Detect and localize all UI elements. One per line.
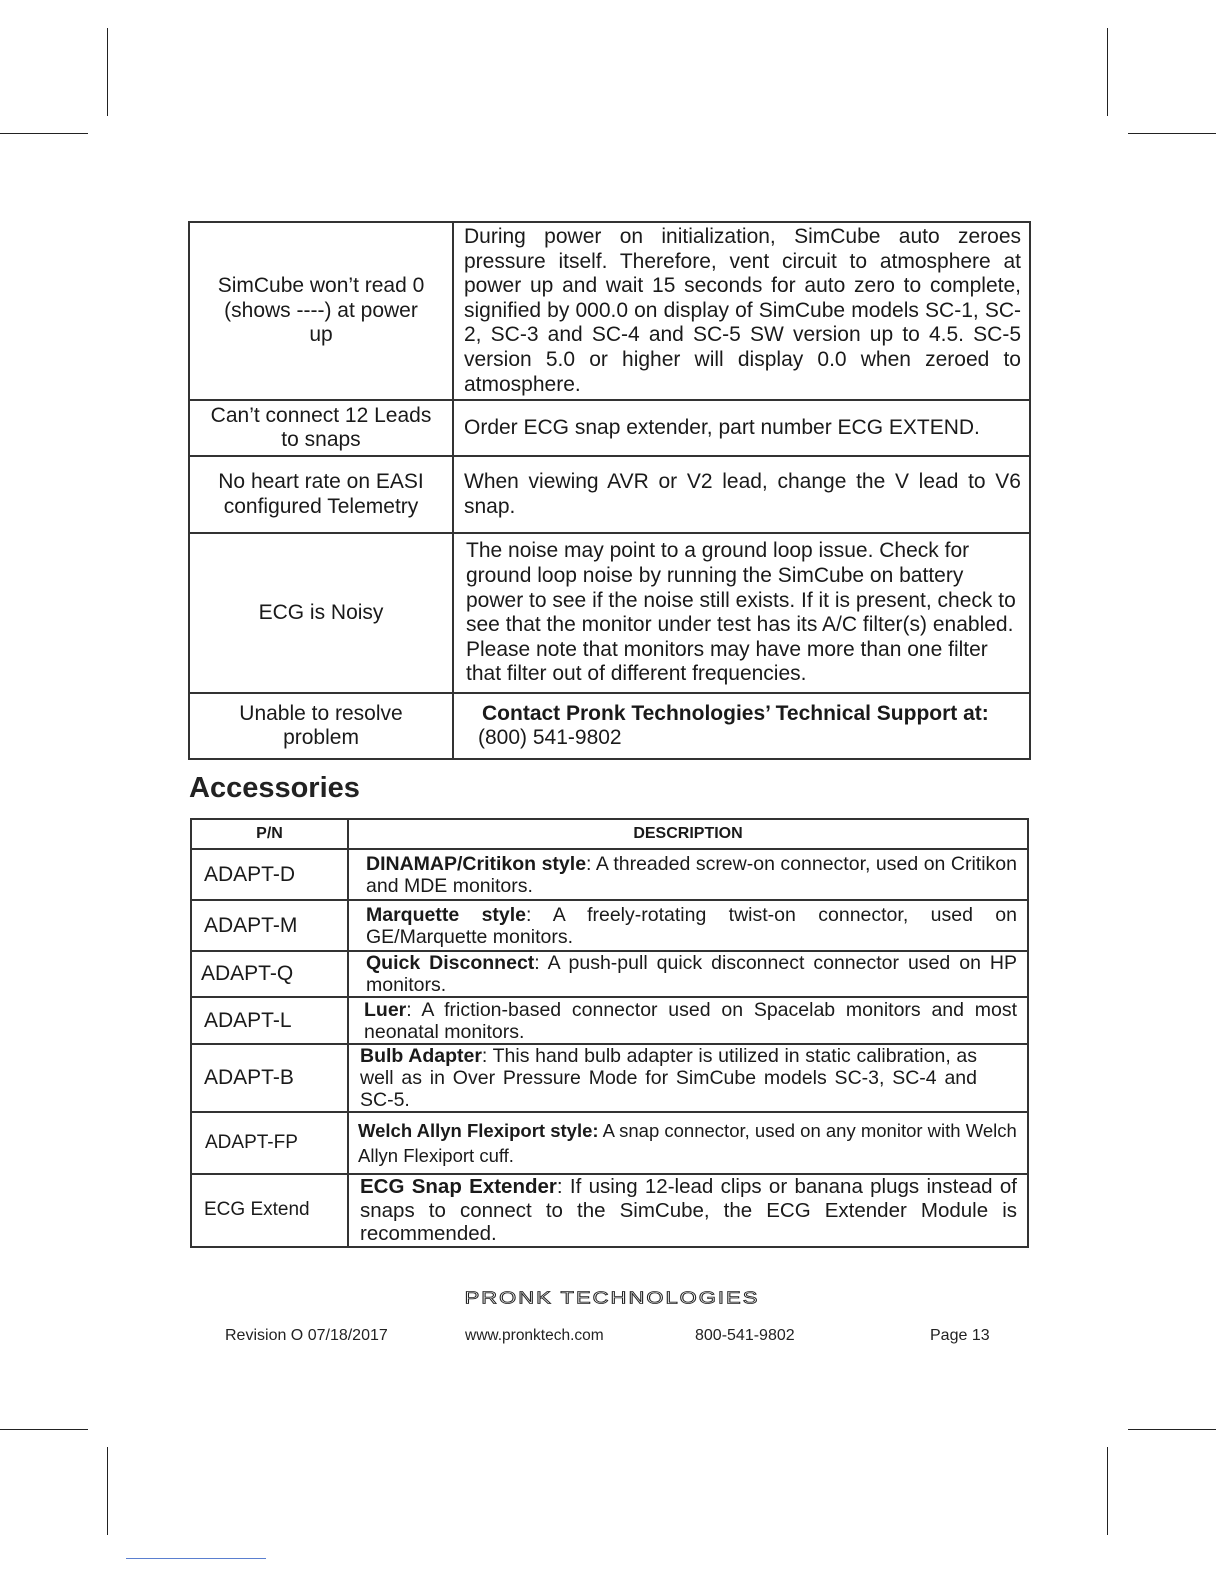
- table-row: [191, 1174, 1028, 1247]
- solution-cell: Order ECG snap extender, part number ECG EXTEND.: [453, 400, 1030, 456]
- column-header-description: DESCRIPTION: [348, 819, 1028, 849]
- part-detail: A snap connector, used on any monitor with Welch Allyn Flexiport cuff.: [358, 1120, 1017, 1166]
- divider: [126, 1558, 266, 1559]
- part-name: ECG Snap Extender: [360, 1175, 557, 1198]
- part-number: ADAPT-FP: [191, 1112, 348, 1174]
- part-description: [348, 849, 1028, 900]
- crop-mark: [0, 133, 88, 134]
- table-row: [191, 951, 1028, 997]
- troubleshooting-table: [188, 221, 1031, 760]
- website-link[interactable]: www.pronktech.com: [465, 1327, 604, 1344]
- table-header-row: [191, 819, 1028, 849]
- support-contact-label: Contact Pronk Technologies’ Technical Support at:: [482, 701, 989, 725]
- part-detail: : A threaded screw-on connector, used on Critikon and MDE monitors.: [366, 852, 1017, 897]
- part-detail: : This hand bulb adapter is utilized in static calibration, as well as in Over Pressure Mode for SimCube models SC-3, SC-4 and SC-5.: [360, 1045, 977, 1111]
- solution-cell: [453, 693, 1030, 759]
- part-description: [348, 1174, 1028, 1247]
- crop-mark: [107, 28, 108, 116]
- table-row: [189, 533, 1030, 693]
- table-row: [189, 400, 1030, 456]
- crop-mark: [1128, 133, 1216, 134]
- part-name: Bulb Adapter: [360, 1045, 482, 1067]
- symptom-cell: ECG is Noisy: [189, 533, 453, 693]
- symptom-cell: No heart rate on EASI configured Telemetry: [189, 456, 453, 533]
- table-row: [191, 1044, 1028, 1112]
- solution-cell: When viewing AVR or V2 lead, change the V lead to V6 snap.: [453, 456, 1030, 533]
- table-row: [191, 1112, 1028, 1174]
- crop-mark: [1107, 1447, 1108, 1535]
- part-detail: : A push-pull quick disconnect connector used on HP monitors.: [366, 952, 1017, 996]
- accessories-heading: Accessories: [189, 772, 360, 804]
- table-row: [191, 997, 1028, 1044]
- column-header-pn: P/N: [191, 819, 348, 849]
- part-description: [348, 1112, 1028, 1174]
- part-description: [348, 997, 1028, 1044]
- crop-mark: [107, 1447, 108, 1535]
- part-name: Quick Disconnect: [366, 952, 535, 974]
- revision-label: Revision O 07/18/2017: [225, 1327, 388, 1344]
- symptom-cell: SimCube won’t read 0 (shows ----) at power up: [189, 222, 453, 400]
- part-number: ADAPT-M: [191, 900, 348, 951]
- crop-mark: [1107, 28, 1108, 116]
- crop-mark: [0, 1429, 88, 1430]
- crop-mark: [1128, 1429, 1216, 1430]
- part-number: ADAPT-L: [191, 997, 348, 1044]
- part-description: [348, 951, 1028, 997]
- symptom-cell: Can’t connect 12 Leads to snaps: [189, 400, 453, 456]
- part-detail: : If using 12-lead clips or banana plugs instead of snaps to connect to the SimCube, the ECG Extender Module is recommended.: [360, 1175, 1017, 1245]
- part-description: [348, 1044, 1028, 1112]
- part-name: DINAMAP/Critikon style: [366, 852, 587, 875]
- part-number: ADAPT-B: [191, 1044, 348, 1112]
- symptom-cell: Unable to resolve problem: [189, 693, 453, 759]
- table-row: [189, 456, 1030, 533]
- table-row: [191, 849, 1028, 900]
- part-name: Welch Allyn Flexiport style:: [358, 1120, 599, 1141]
- part-detail: : A friction-based connector used on Spacelab monitors and most neonatal monitors.: [364, 998, 1017, 1043]
- page-number: Page 13: [930, 1327, 990, 1344]
- accessories-table: [190, 818, 1029, 1248]
- part-number: ADAPT-D: [191, 849, 348, 900]
- part-detail: : A freely-rotating twist-on connector, used on GE/Marquette monitors.: [366, 903, 1017, 948]
- part-name: Marquette style: [366, 903, 527, 926]
- part-description: [348, 900, 1028, 951]
- brand-wordmark: PRONK TECHNOLOGIES: [464, 1288, 760, 1308]
- phone-number: 800-541-9802: [695, 1327, 795, 1344]
- solution-cell: The noise may point to a ground loop issue. Check for ground loop noise by running the SimCube on battery power to see if the noise still exists. If it is present, check to see that the monitor under test has its A/C filter(s) enabled. Please note that monitors may have more than one filter that filter out of different frequencies.: [453, 533, 1030, 693]
- part-name: Luer: [364, 998, 407, 1021]
- support-phone: (800) 541-9802: [478, 726, 622, 750]
- table-row: [189, 222, 1030, 400]
- table-row: [191, 900, 1028, 951]
- part-number: ECG Extend: [191, 1174, 348, 1247]
- solution-cell: During power on initialization, SimCube auto zeroes pressure itself. Therefore, vent circuit to atmosphere at power up and wait 15 seconds for auto zero to complete, signified by 000.0 on display of SimCube models SC-1, SC-2, SC-3 and SC-4 and SC-5 SW version up to 4.5. SC-5 version 5.0 or higher will display 0.0 when zeroed to atmosphere.: [453, 222, 1030, 400]
- table-row: [189, 693, 1030, 759]
- part-number: ADAPT-Q: [191, 951, 348, 997]
